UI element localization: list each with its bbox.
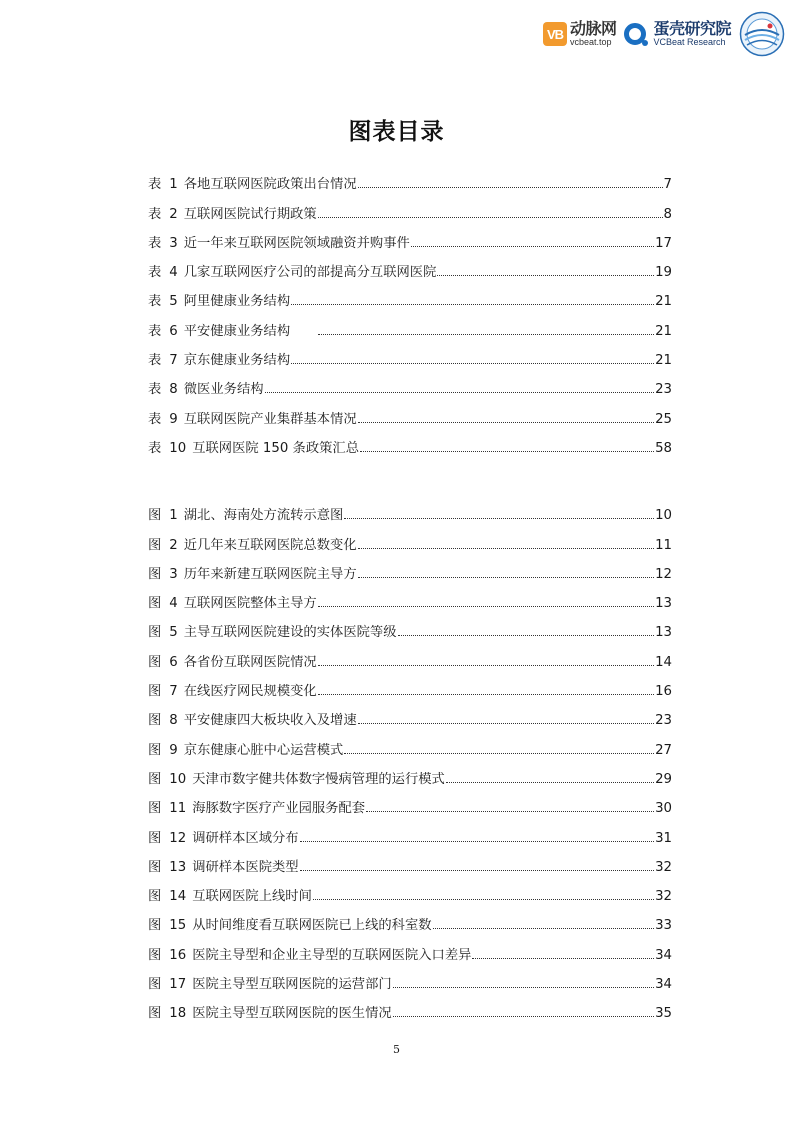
entry-page-number: 34 xyxy=(655,947,672,963)
entry-title: 主导互联网医院建设的实体医院等级 xyxy=(183,625,397,641)
entry-number: 7 xyxy=(169,353,178,369)
entry-title: 调研样本区域分布 xyxy=(192,830,299,846)
entry-label xyxy=(148,914,432,937)
entry-page-number: 34 xyxy=(655,977,672,993)
entry-title: 天津市数字健共体数字慢病管理的运行模式 xyxy=(192,771,445,787)
entry-title: 近几年来互联网医院总数变化 xyxy=(183,537,357,553)
entry-prefix: 图 xyxy=(148,1006,162,1022)
vcbeat-logo-cn: 动脉网 xyxy=(569,19,617,38)
dot-leader xyxy=(398,635,655,636)
entry-number: 11 xyxy=(169,801,187,817)
entry-prefix: 图 xyxy=(148,537,162,553)
table-index-entry[interactable] xyxy=(148,313,672,342)
entry-title: 互联网医院 150 条政策汇总 xyxy=(192,440,360,456)
entry-label xyxy=(148,739,343,762)
entry-page-number: 11 xyxy=(655,537,672,553)
entry-title: 医院主导型互联网医院的医生情况 xyxy=(192,1006,392,1022)
table-index-entry[interactable] xyxy=(148,431,672,460)
entry-page-number: 13 xyxy=(655,596,672,612)
entry-title: 医院主导型互联网医院的运营部门 xyxy=(192,977,392,993)
dot-leader xyxy=(437,275,654,276)
entry-page-number: 33 xyxy=(655,918,672,934)
figure-index-entry[interactable] xyxy=(148,498,672,527)
table-index-entry[interactable] xyxy=(148,255,672,284)
entry-number: 1 xyxy=(169,508,178,524)
entry-label xyxy=(148,621,397,644)
figure-index-entry[interactable] xyxy=(148,937,672,966)
figure-index-list xyxy=(148,498,672,1025)
dot-leader xyxy=(358,577,654,578)
figure-index-entry[interactable] xyxy=(148,908,672,937)
dot-leader xyxy=(344,753,654,754)
entry-number: 12 xyxy=(169,830,187,846)
entry-label xyxy=(148,534,357,557)
entry-label xyxy=(148,349,290,372)
dot-leader xyxy=(291,363,654,364)
entry-number: 5 xyxy=(169,294,178,310)
table-index-entry[interactable] xyxy=(148,372,672,401)
entry-title: 在线医疗网民规模变化 xyxy=(183,684,317,700)
entry-number: 17 xyxy=(169,977,187,993)
header-logos xyxy=(543,10,785,58)
dot-leader xyxy=(446,782,654,783)
figure-index-entry[interactable] xyxy=(148,820,672,849)
entry-prefix: 表 xyxy=(148,353,162,369)
entry-page-number: 21 xyxy=(655,294,672,310)
vcbeat-research-cn: 蛋壳研究院 xyxy=(653,19,731,38)
page-number: 5 xyxy=(393,1043,400,1056)
entry-number: 9 xyxy=(169,411,178,427)
entry-title: 互联网医院整体主导方 xyxy=(183,596,317,612)
entry-number: 10 xyxy=(169,771,187,787)
entry-page-number: 31 xyxy=(655,830,672,846)
entry-title: 平安健康业务结构 xyxy=(183,323,317,339)
entry-prefix: 图 xyxy=(148,742,162,758)
entry-label xyxy=(148,408,357,431)
dot-leader xyxy=(318,334,654,335)
entry-prefix: 表 xyxy=(148,382,162,398)
entry-page-number: 21 xyxy=(655,323,672,339)
entry-number: 1 xyxy=(169,177,178,193)
dot-leader xyxy=(472,958,654,959)
entry-title: 医院主导型和企业主导型的互联网医院入口差异 xyxy=(192,947,472,963)
entry-prefix: 表 xyxy=(148,323,162,339)
entry-prefix: 图 xyxy=(148,684,162,700)
entry-label xyxy=(148,973,392,996)
entry-number: 3 xyxy=(169,566,178,582)
entry-number: 4 xyxy=(169,596,178,612)
figure-index-entry[interactable] xyxy=(148,615,672,644)
figure-index-entry[interactable] xyxy=(148,703,672,732)
figure-index-entry[interactable] xyxy=(148,557,672,586)
vcbeat-research-logo xyxy=(624,21,731,47)
dot-leader xyxy=(393,987,654,988)
entry-title: 海豚数字医疗产业园服务配套 xyxy=(192,801,366,817)
entry-label xyxy=(148,320,317,343)
entry-page-number: 12 xyxy=(655,566,672,582)
entry-prefix: 图 xyxy=(148,977,162,993)
entry-prefix: 图 xyxy=(148,889,162,905)
entry-prefix: 图 xyxy=(148,918,162,934)
dot-leader xyxy=(291,304,654,305)
entry-label xyxy=(148,827,299,850)
entry-label xyxy=(148,203,317,226)
entry-page-number: 21 xyxy=(655,353,672,369)
entry-number: 4 xyxy=(169,265,178,281)
entry-label xyxy=(148,504,343,527)
figure-index-entry[interactable] xyxy=(148,762,672,791)
figure-index-entry[interactable] xyxy=(148,967,672,996)
entry-title: 京东健康心脏中心运营模式 xyxy=(183,742,344,758)
vcbeat-logo-en: vcbeat.top xyxy=(569,37,612,47)
entry-label xyxy=(148,173,357,196)
entry-number: 8 xyxy=(169,713,178,729)
dot-leader xyxy=(358,187,663,188)
round-seal-icon xyxy=(739,11,785,57)
entry-title: 互联网医院上线时间 xyxy=(192,889,312,905)
entry-page-number: 30 xyxy=(655,801,672,817)
dot-leader xyxy=(360,451,654,452)
table-index-entry[interactable] xyxy=(148,401,672,430)
entry-page-number: 29 xyxy=(655,771,672,787)
entry-prefix: 图 xyxy=(148,947,162,963)
vcbeat-research-en: VCBeat Research xyxy=(653,37,726,47)
entry-page-number: 23 xyxy=(655,382,672,398)
entry-page-number: 32 xyxy=(655,889,672,905)
dot-leader xyxy=(318,217,663,218)
figure-index-entry[interactable] xyxy=(148,879,672,908)
entry-prefix: 表 xyxy=(148,294,162,310)
entry-label xyxy=(148,1002,392,1025)
entry-page-number: 17 xyxy=(655,235,672,251)
entry-title: 各地互联网医院政策出台情况 xyxy=(183,177,357,193)
figure-index-entry[interactable] xyxy=(148,527,672,556)
entry-number: 5 xyxy=(169,625,178,641)
entry-page-number: 25 xyxy=(655,411,672,427)
table-index-list xyxy=(148,167,672,460)
entry-title: 微医业务结构 xyxy=(183,382,264,398)
entry-label xyxy=(148,680,317,703)
entry-number: 2 xyxy=(169,537,178,553)
entry-page-number: 19 xyxy=(655,265,672,281)
entry-label xyxy=(148,885,312,908)
entry-title: 调研样本医院类型 xyxy=(192,859,299,875)
figure-index-entry[interactable] xyxy=(148,996,672,1025)
entry-title: 湖北、海南处方流转示意图 xyxy=(183,508,344,524)
entry-prefix: 图 xyxy=(148,713,162,729)
figure-index-entry[interactable] xyxy=(148,732,672,761)
entry-number: 6 xyxy=(169,323,178,339)
entry-prefix: 表 xyxy=(148,411,162,427)
entry-title: 互联网医院产业集群基本情况 xyxy=(183,411,357,427)
entry-number: 10 xyxy=(169,440,187,456)
figure-index-entry[interactable] xyxy=(148,850,672,879)
entry-prefix: 表 xyxy=(148,235,162,251)
entry-number: 15 xyxy=(169,918,187,934)
entry-prefix: 图 xyxy=(148,859,162,875)
dot-leader xyxy=(318,694,654,695)
dot-leader xyxy=(318,665,654,666)
entry-page-number: 13 xyxy=(655,625,672,641)
entry-title: 从时间维度看互联网医院已上线的科室数 xyxy=(192,918,432,934)
entry-title: 近一年来互联网医院领域融资并购事件 xyxy=(183,235,410,251)
entry-number: 9 xyxy=(169,742,178,758)
entry-page-number: 27 xyxy=(655,742,672,758)
entry-prefix: 表 xyxy=(148,265,162,281)
entry-prefix: 图 xyxy=(148,801,162,817)
page-title: 图表目录 xyxy=(348,119,445,145)
dot-leader xyxy=(300,841,654,842)
entry-page-number: 10 xyxy=(655,508,672,524)
entry-prefix: 图 xyxy=(148,830,162,846)
figure-index-entry[interactable] xyxy=(148,791,672,820)
entry-label xyxy=(148,944,471,967)
entry-label xyxy=(148,709,357,732)
table-index-entry[interactable] xyxy=(148,284,672,313)
vb-logo-icon: VB xyxy=(543,22,567,46)
entry-prefix: 表 xyxy=(148,206,162,222)
entry-page-number: 7 xyxy=(663,177,672,193)
entry-page-number: 16 xyxy=(655,684,672,700)
entry-title: 各省份互联网医院情况 xyxy=(183,654,317,670)
entry-number: 14 xyxy=(169,889,187,905)
entry-title: 历年来新建互联网医院主导方 xyxy=(183,566,357,582)
table-index-entry[interactable] xyxy=(148,343,672,372)
entry-prefix: 图 xyxy=(148,654,162,670)
figure-index-entry[interactable] xyxy=(148,674,672,703)
entry-prefix: 图 xyxy=(148,625,162,641)
dot-leader xyxy=(411,246,654,247)
entry-page-number: 23 xyxy=(655,713,672,729)
entry-number: 18 xyxy=(169,1006,187,1022)
entry-number: 3 xyxy=(169,235,178,251)
entry-prefix: 图 xyxy=(148,771,162,787)
table-index-entry[interactable] xyxy=(148,196,672,225)
entry-number: 13 xyxy=(169,859,187,875)
table-index-entry[interactable] xyxy=(148,167,672,196)
entry-label xyxy=(148,437,359,460)
entry-prefix: 表 xyxy=(148,440,162,456)
dot-leader xyxy=(358,723,654,724)
entry-label xyxy=(148,290,290,313)
entry-page-number: 8 xyxy=(663,206,672,222)
dot-leader xyxy=(265,392,655,393)
dot-leader xyxy=(344,518,654,519)
dot-leader xyxy=(358,548,654,549)
entry-number: 6 xyxy=(169,654,178,670)
entry-number: 2 xyxy=(169,206,178,222)
entry-title: 京东健康业务结构 xyxy=(183,353,291,369)
entry-prefix: 图 xyxy=(148,566,162,582)
entry-label xyxy=(148,797,365,820)
figure-index-entry[interactable] xyxy=(148,586,672,615)
vcbeat-logo xyxy=(543,21,617,47)
entry-number: 7 xyxy=(169,684,178,700)
entry-title: 平安健康四大板块收入及增速 xyxy=(183,713,357,729)
entry-title: 几家互联网医疗公司的部提高分互联网医院 xyxy=(183,265,437,281)
table-index-entry[interactable] xyxy=(148,226,672,255)
entry-label xyxy=(148,563,357,586)
entry-label xyxy=(148,856,299,879)
entry-label xyxy=(148,378,264,401)
dot-leader xyxy=(366,811,654,812)
entry-prefix: 图 xyxy=(148,596,162,612)
dot-leader xyxy=(433,928,655,929)
figure-index-entry[interactable] xyxy=(148,644,672,673)
dot-leader xyxy=(318,606,654,607)
entry-number: 16 xyxy=(169,947,187,963)
entry-label xyxy=(148,651,317,674)
dot-leader xyxy=(358,422,654,423)
entry-label xyxy=(148,232,410,255)
dot-leader xyxy=(313,899,654,900)
dot-leader xyxy=(300,870,654,871)
entry-page-number: 58 xyxy=(655,440,672,456)
entry-label xyxy=(148,261,436,284)
dot-leader xyxy=(393,1016,654,1017)
entry-label xyxy=(148,592,317,615)
entry-page-number: 32 xyxy=(655,859,672,875)
entry-prefix: 表 xyxy=(148,177,162,193)
entry-number: 8 xyxy=(169,382,178,398)
eggshell-logo-icon xyxy=(624,23,646,45)
entry-label xyxy=(148,768,445,791)
entry-title: 互联网医院试行期政策 xyxy=(183,206,317,222)
entry-page-number: 35 xyxy=(655,1006,672,1022)
entry-page-number: 14 xyxy=(655,654,672,670)
entry-prefix: 图 xyxy=(148,508,162,524)
entry-title: 阿里健康业务结构 xyxy=(183,294,291,310)
